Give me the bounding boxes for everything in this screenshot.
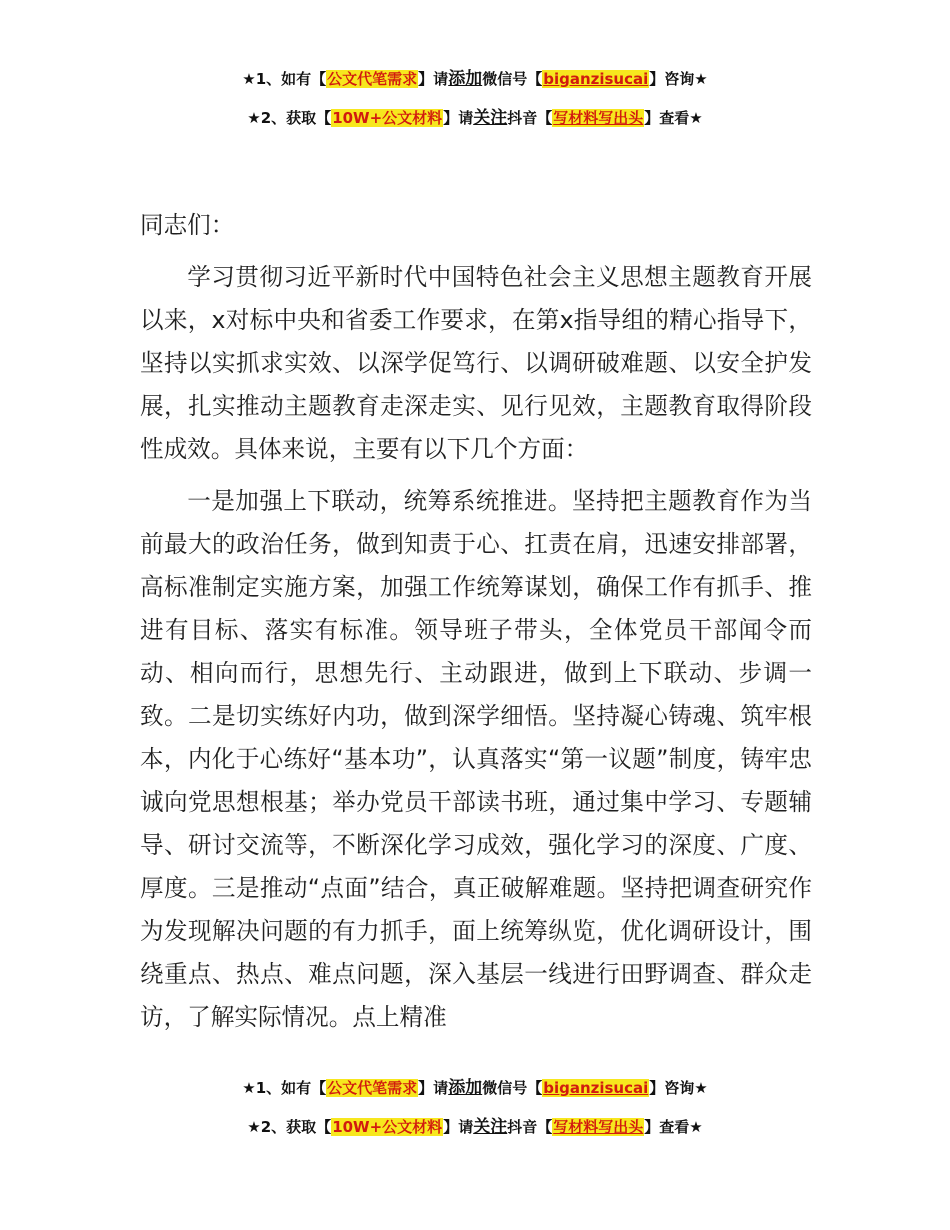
emphasis-text: 添加	[448, 69, 483, 89]
banner-text: 】请	[443, 109, 474, 127]
banner-text: 】查看★	[644, 1118, 703, 1136]
banner-text: 】请	[443, 1118, 474, 1136]
highlight-wechat-id: biganzisucai	[543, 1079, 649, 1097]
top-banner-line-1	[0, 69, 950, 89]
banner-text: 】请	[418, 1079, 449, 1097]
paragraph-main: 一是加强上下联动，统筹系统推进。坚持把主题教育作为当前最大的政治任务，做到知责于心、扛责在肩，迅速安排部署，高标准制定实施方案，加强工作统筹谋划，确保工作有抓手、推进有目标、落实有标准。领导班子带头，全体党员干部闻令而动、相向而行，思想先行、主动跟进，做到上下联动、步调一致。二是切实练好内功，做到深学细悟。坚持凝心铸魂、筑牢根本，内化于心练好“基本功”，认真落实“第一议题”制度，铸牢忠诚向党思想根基；举办党员干部读书班，通过集中学习、专题辅导、研讨交流等，不断深化学习成效，强化学习的深度、广度、厚度。三是推动“点面”结合，真正破解难题。坚持把调查研究作为发现解决问题的有力抓手，面上统筹纵览，优化调研设计，围绕重点、热点、难点问题，深入基层一线进行田野调查、群众走访，了解实际情况。点上精准	[140, 487, 812, 1031]
document-body	[140, 204, 812, 1048]
banner-text: 】查看★	[644, 109, 703, 127]
top-banner-line-2	[0, 108, 950, 128]
highlight-service: 公文代笔需求	[327, 1079, 418, 1097]
emphasis-text: 添加	[448, 1078, 483, 1098]
highlight-materials: 10W+公文材料	[332, 109, 443, 127]
highlight-materials: 10W+公文材料	[332, 1118, 443, 1136]
highlight-wechat-id: biganzisucai	[543, 70, 649, 88]
salutation: 同志们：	[140, 211, 235, 239]
highlight-douyin-account: 写材料写出头	[553, 109, 644, 127]
emphasis-text: 关注	[473, 1117, 508, 1137]
banner-text: 抖音【	[507, 109, 553, 127]
banner-text: 抖音【	[507, 1118, 553, 1136]
banner-text: 】咨询★	[649, 1079, 708, 1097]
emphasis-text: 关注	[473, 108, 508, 128]
paragraph-intro: 学习贯彻习近平新时代中国特色社会主义思想主题教育开展以来，x对标中央和省委工作要求，在第x指导组的精心指导下，坚持以实抓求实效、以深学促笃行、以调研破难题、以安全护发展，扎实推动主题教育走深走实、见行见效，主题教育取得阶段性成效。具体来说，主要有以下几个方面：	[140, 263, 812, 463]
bottom-banner-line-1	[0, 1078, 950, 1098]
highlight-douyin-account: 写材料写出头	[553, 1118, 644, 1136]
banner-text: ★1、如有【	[242, 70, 327, 88]
bottom-banner-line-2	[0, 1117, 950, 1137]
banner-text: ★2、获取【	[247, 1118, 332, 1136]
banner-text: ★1、如有【	[242, 1079, 327, 1097]
banner-text: 】咨询★	[649, 70, 708, 88]
banner-text: 微信号【	[482, 70, 543, 88]
banner-text: 微信号【	[482, 1079, 543, 1097]
banner-text: ★2、获取【	[247, 109, 332, 127]
banner-text: 】请	[418, 70, 449, 88]
highlight-service: 公文代笔需求	[327, 70, 418, 88]
